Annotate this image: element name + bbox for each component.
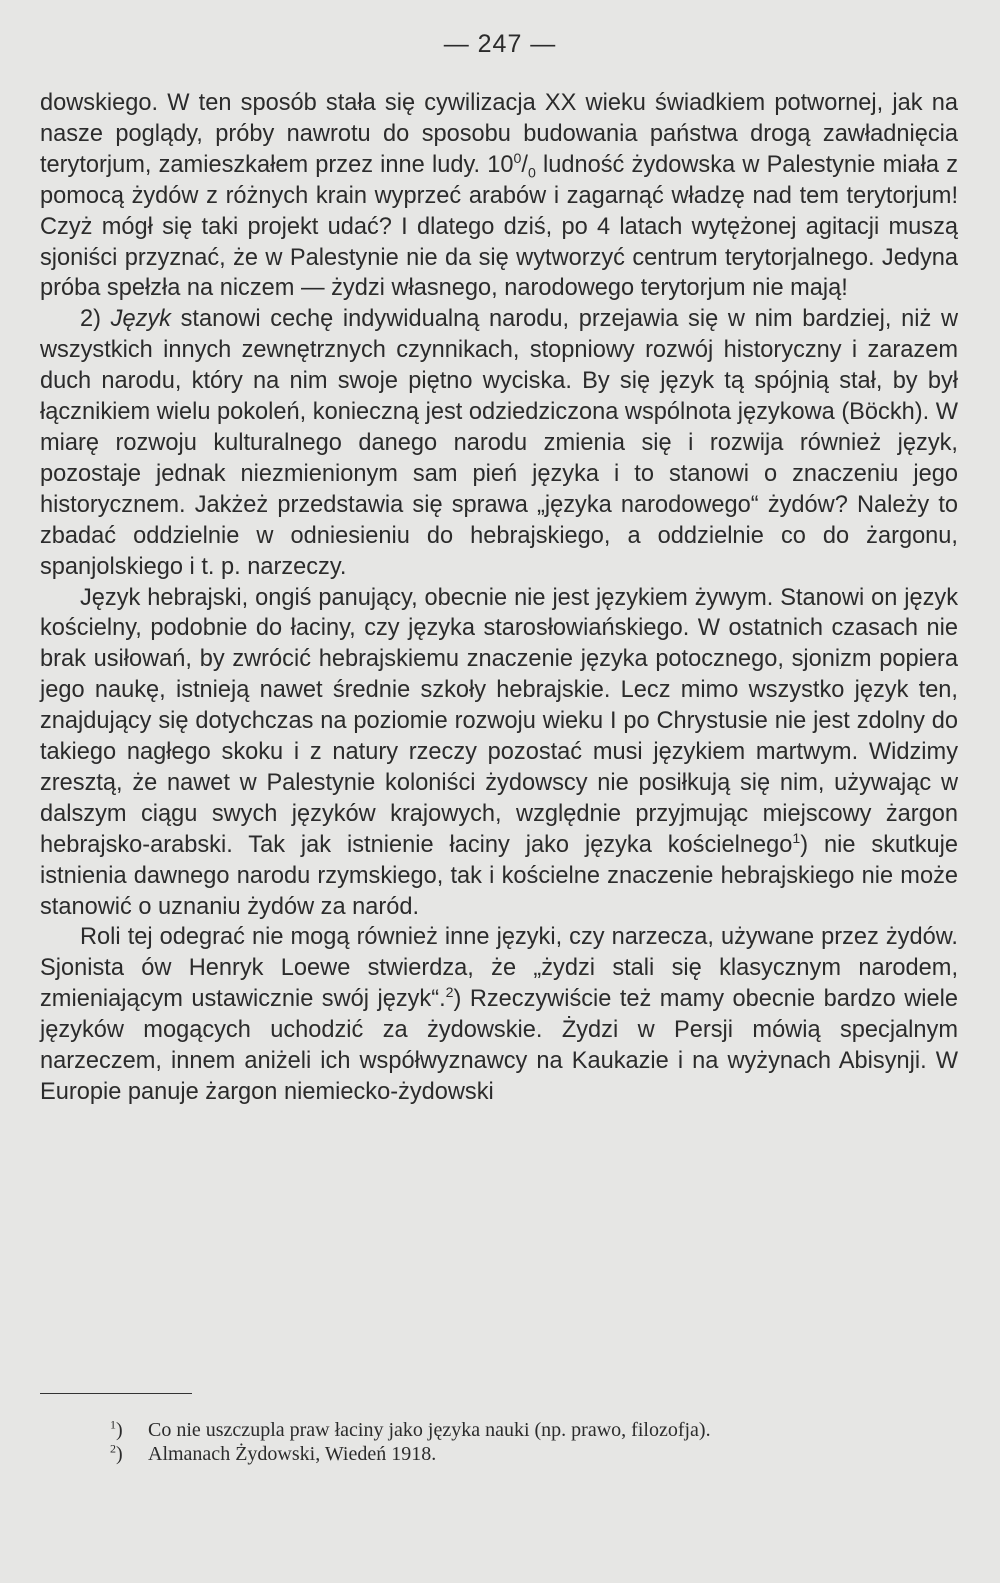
text-run: ludność żydowska w Palestynie miała z pomocą żydów z różnych krain wyprzeć arabów i zagarnąć władzę nad tem terytorjum! Czyż mógł się taki projekt udać? I dlatego dziś, po 4 latach wytężonej agitacji muszą sjoniści przyznać, że w Palestynie nie da się wytworzyć centrum terytorjalnego. Jedyna próba spełzła na niczem — żydzi własnego, narodowego terytorjum nie mają! <box>40 151 958 302</box>
text-run: ) nie skutkuje istnienia dawnego narodu rzymskiego, tak i kościelne znaczenie hebrajskiego nie może stanowić o uznaniu żydów za naród. <box>40 831 958 920</box>
page-number: — 247 — <box>443 30 557 58</box>
footnote-ref: 1 <box>792 830 801 847</box>
paragraph <box>40 304 958 582</box>
text-run: stanowi cechę indywidualną narodu, przejawia się w nim bardziej, niż w wszystkich innych zewnętrznych czynnikach, stopniowy rozwój historyczny i zarazem duch narodu, który na nim swoje piętno wyciska. By się język tą spójnią stał, by był łącznikiem wielu pokoleń, konieczną jest odziedziczona wspólnota językowa (Böckh). W miarę rozwoju kulturalnego danego narodu zmienia się i rozwija również język, pozostaje jednak niezmienionym sam pień języka i to stanowi o znaczeniu jego historycznem. Jakżeż przedstawia się sprawa „języka narodowego“ żydów? Należy to zbadać oddzielnie w odniesieniu do hebrajskiego, a oddzielnie co do żargonu, spanjolskiego i t. p. narzeczy. <box>40 306 958 580</box>
footnote-ref: 2 <box>445 985 454 1002</box>
paragraph <box>40 583 958 923</box>
text-run: Język hebrajski, ongiś panujący, obecnie nie jest językiem żywym. Stanowi on język kościelny, podobnie do łaciny, czy języka starosłowiańskiego. W ostatnich czasach nie brak usiłowań, by zwrócić hebrajskiemu znaczenie języka potocznego, sjonizm popiera jego naukę, istnieją nawet średnie szkoły hebrajskie. Lecz mimo wszystko język ten, znajdujący się dotychczas na poziomie rozwoju wieku I po Chrystusie nie jest zdolny do takiego nagłego skoku i z natury rzeczy pozostać musi językiem martwym. Widzimy zresztą, że nawet w Palestynie koloniści żydowscy nie posiłkują się nim, używając w dalszym ciągu swych języków krajowych, względnie przyjmując miejscowy żargon hebrajsko-arabski. Tak jak istnienie łaciny jako języka kościelnego <box>40 584 958 858</box>
text-run: Roli tej odegrać nie mogą również inne języki, czy narzecza, używane przez żydów. Sjonista ów Henryk Loewe stwierdza, że „żydzi stali się klasycznym narodem, zmieniającym ustawicznie swój język“. <box>40 924 958 1013</box>
footnote-text: Co nie uszczupla praw łaciny jako języka nauki (np. prawo, filozofja). <box>148 1419 711 1441</box>
emphasis-text: Język <box>110 306 171 333</box>
footnote-mark: $^1$) <box>110 1417 123 1441</box>
footnote-mark: $^2$) <box>110 1441 123 1465</box>
footnotes <box>110 1418 960 1466</box>
footnote-ref: 0 <box>527 165 536 182</box>
body-text <box>40 88 958 1108</box>
text-run: 2) <box>80 306 111 333</box>
footnote-ref: 0 <box>513 150 522 167</box>
text-run: / <box>521 151 528 178</box>
paragraph <box>40 88 958 304</box>
footnote-separator <box>40 1393 192 1394</box>
paragraph <box>40 922 958 1107</box>
footnote-text: Almanach Żydowski, Wiedeń 1918. <box>148 1443 437 1465</box>
text-run: ) Rzeczywiście też mamy obecnie bardzo wiele języków mogących uchodzić za żydowskie. Żydzi w Persji mówią specjalnym narzeczem, innem aniżeli ich współwyznawcy na Kaukazie i na wyżynach Abisynji. W Europie panuje żargon niemiecko-żydowski <box>40 986 958 1105</box>
footnote <box>110 1442 960 1466</box>
text-run: dowskiego. W ten sposób stała się cywilizacja XX wieku świadkiem potwornej, jak na nasze poglądy, próby nawrotu do sposobu budowania państwa drogą zawładnięcia terytorjum, zamieszkałem przez inne ludy. 10 <box>40 90 958 178</box>
footnote <box>110 1418 960 1442</box>
